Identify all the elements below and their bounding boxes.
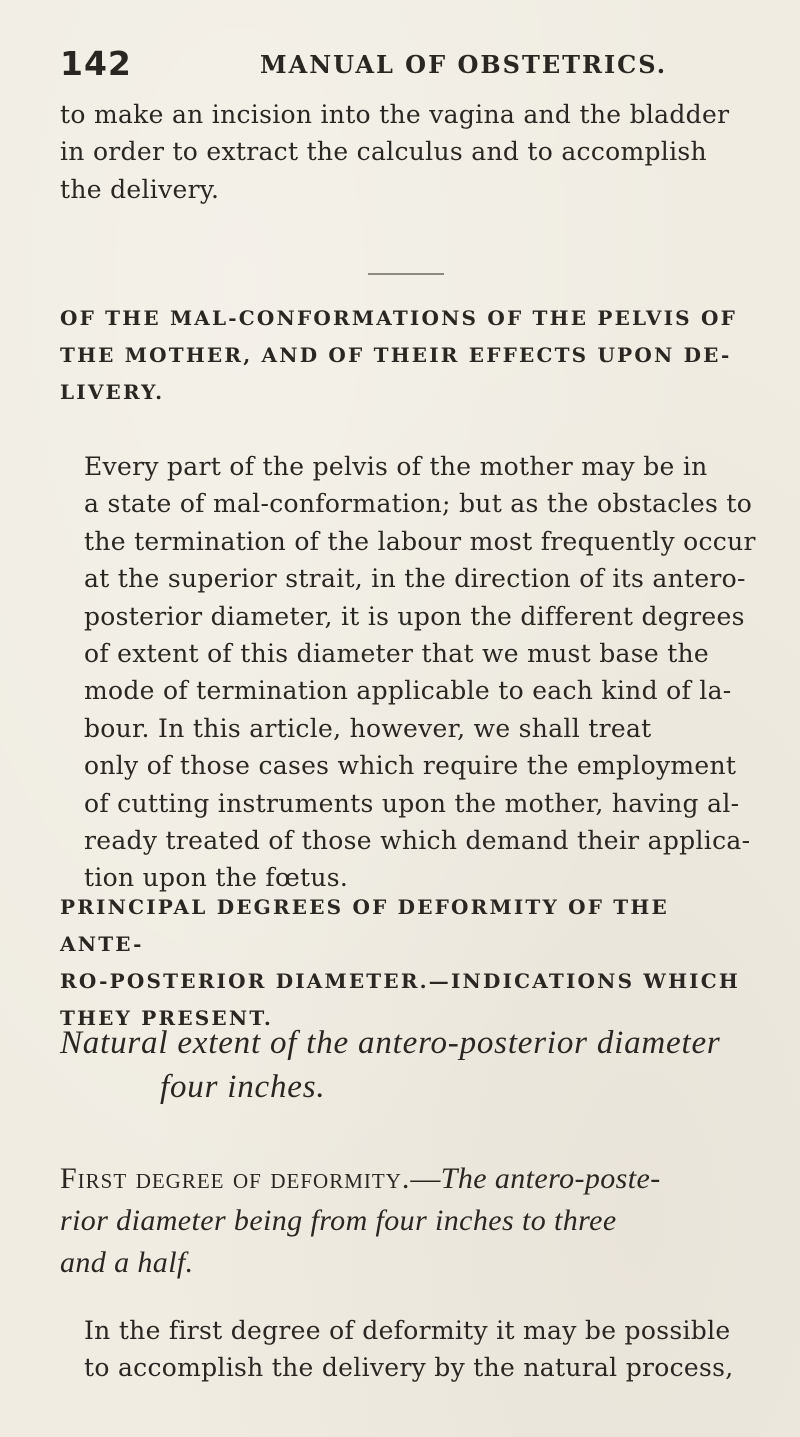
first-degree-text: The antero-poste- [440, 1162, 661, 1195]
first-degree-label: First degree of deformity. [60, 1162, 411, 1195]
running-head: MANUAL OF OBSTETRICS. [260, 50, 668, 79]
paragraph-continuation [60, 96, 790, 208]
paragraph-first-degree [60, 1312, 790, 1387]
text-line: to make an incision into the vagina and the bladder [60, 100, 730, 129]
text-line: of cutting instruments upon the mother, having al- [84, 788, 740, 818]
first-degree-line-3: and a half. [60, 1246, 194, 1279]
page-number: 142 [60, 44, 132, 83]
page-header [60, 44, 760, 84]
text-line: In the first degree of deformity it may be possible [84, 1316, 731, 1345]
first-degree-line-1 [60, 1158, 790, 1200]
text-line: tion upon the fœtus. [84, 863, 349, 893]
text-line: the termination of the labour most frequently occur [84, 526, 756, 556]
text-line: posterior diameter, it is upon the different degrees [84, 601, 745, 631]
natural-extent-line-2: four inches. [160, 1069, 326, 1105]
text-line: a state of mal-conformation; but as the obstacles to [84, 489, 753, 519]
text-line: only of those cases which require the employment [84, 751, 737, 781]
text-line: bour. In this article, however, we shall treat [84, 713, 652, 743]
first-degree-definition [60, 1158, 790, 1284]
natural-extent-line-1: Natural extent of the antero-posterior diameter [60, 1025, 721, 1061]
heading-line: THE MOTHER, AND OF THEIR EFFECTS UPON DE- [60, 343, 732, 367]
text-line: the delivery. [60, 174, 220, 204]
em-dash: — [410, 1162, 441, 1195]
heading-line: OF THE MAL-CONFORMATIONS OF THE PELVIS OF [60, 306, 738, 330]
first-degree-line-2: rior diameter being from four inches to three [60, 1204, 617, 1237]
text-line: ready treated of those which demand their applica- [84, 826, 751, 856]
text-line: in order to extract the calculus and to accomplish [60, 137, 707, 167]
section-divider [368, 273, 444, 275]
text-line: at the superior strait, in the direction of its antero- [84, 564, 746, 594]
text-line: Every part of the pelvis of the mother may be in [84, 452, 708, 481]
heading-line: RO-POSTERIOR DIAMETER.—INDICATIONS WHICH [60, 969, 740, 993]
section-heading-principal-degrees [60, 889, 760, 1037]
text-line: mode of termination applicable to each kind of la- [84, 676, 732, 706]
text-line: of extent of this diameter that we must base the [84, 639, 710, 669]
heading-line: THEY PRESENT. [60, 1006, 274, 1030]
heading-line: LIVERY. [60, 380, 165, 404]
heading-line: PRINCIPAL DEGREES OF DEFORMITY OF THE ANTE- [60, 895, 669, 956]
text-line: to accomplish the delivery by the natural process, [84, 1353, 734, 1383]
paragraph-pelvis-malconformation [60, 448, 790, 897]
section-heading-malconformations [60, 300, 760, 411]
